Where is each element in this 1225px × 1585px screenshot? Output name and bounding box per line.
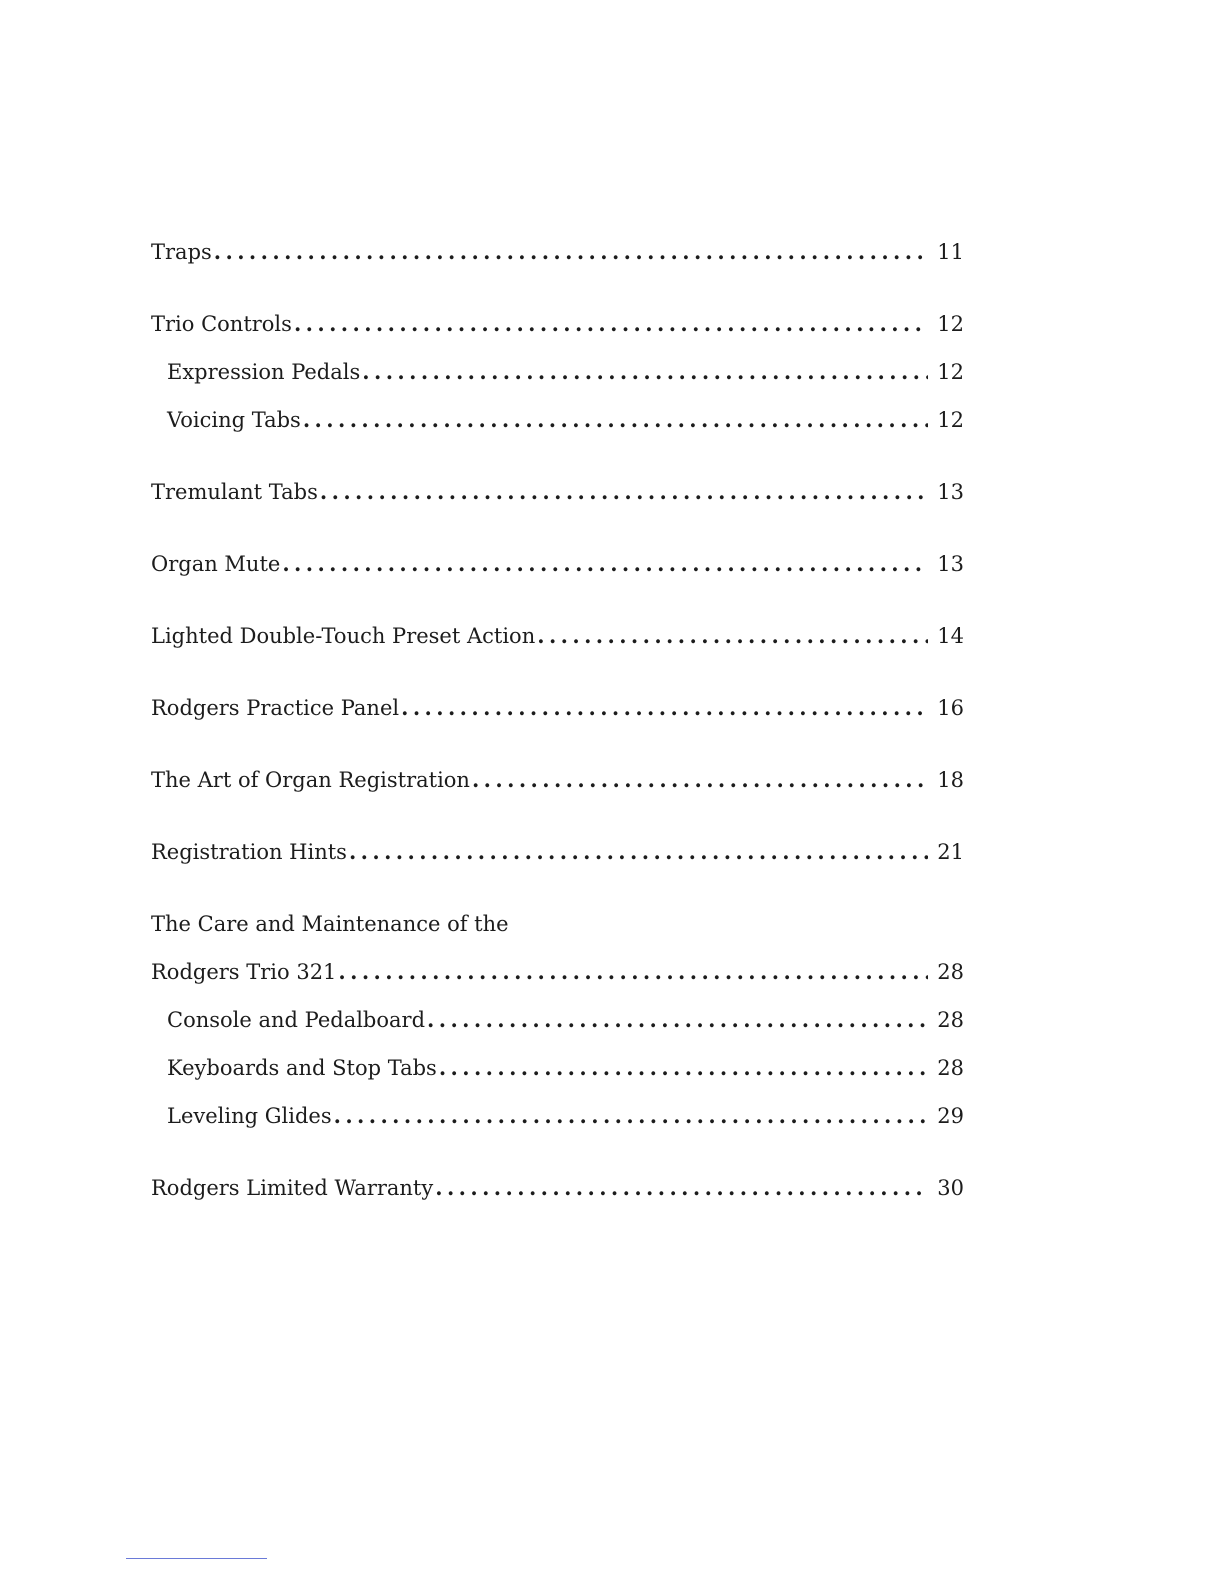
toc-entry-title: Trio Controls bbox=[151, 312, 292, 336]
toc-entry-organ-mute bbox=[151, 540, 964, 588]
toc-entry-page: 13 bbox=[937, 552, 964, 576]
toc-entry-title: Expression Pedals bbox=[167, 360, 361, 384]
toc-entry-page: 14 bbox=[937, 624, 964, 648]
toc-entry-page: 28 bbox=[937, 960, 964, 984]
toc-entry-title: Rodgers Limited Warranty bbox=[151, 1176, 434, 1200]
scan-edge-line bbox=[126, 1558, 267, 1559]
toc-entry-rodgers-trio bbox=[151, 948, 964, 996]
toc-entry-tremulant-tabs bbox=[151, 468, 964, 516]
toc-entry-limited-warranty bbox=[151, 1164, 964, 1212]
dot-leader bbox=[214, 228, 928, 276]
dot-leader bbox=[338, 948, 928, 996]
toc-entry-title: Keyboards and Stop Tabs bbox=[167, 1056, 437, 1080]
toc-entry-title: Rodgers Practice Panel bbox=[151, 696, 400, 720]
toc-entry-page: 28 bbox=[937, 1056, 964, 1080]
dot-leader bbox=[362, 348, 928, 396]
toc-entry-page: 12 bbox=[937, 408, 964, 432]
toc-entry-preset-action bbox=[151, 612, 964, 660]
toc-entry-page: 12 bbox=[937, 312, 964, 336]
toc-entry-page: 21 bbox=[937, 840, 964, 864]
toc-entry-title: Traps bbox=[151, 240, 212, 264]
dot-leader bbox=[334, 1092, 928, 1140]
dot-leader bbox=[427, 996, 928, 1044]
table-of-contents bbox=[151, 228, 964, 1212]
dot-leader bbox=[303, 396, 928, 444]
toc-entry-page: 28 bbox=[937, 1008, 964, 1032]
toc-entry-voicing-tabs bbox=[151, 396, 964, 444]
toc-entry-page: 11 bbox=[937, 240, 964, 264]
dot-leader bbox=[435, 1164, 928, 1212]
dot-leader bbox=[282, 540, 928, 588]
toc-entry-page: 16 bbox=[937, 696, 964, 720]
toc-entry-title: The Art of Organ Registration bbox=[151, 768, 470, 792]
dot-leader bbox=[294, 300, 928, 348]
toc-entry-title: Console and Pedalboard bbox=[167, 1008, 426, 1032]
toc-entry-page: 30 bbox=[937, 1176, 964, 1200]
toc-entry-care-maintenance bbox=[151, 900, 964, 948]
toc-entry-title: Tremulant Tabs bbox=[151, 480, 318, 504]
dot-leader bbox=[439, 1044, 928, 1092]
dot-leader bbox=[472, 756, 928, 804]
toc-entry-art-of-registration bbox=[151, 756, 964, 804]
toc-entry-keyboards-stop-tabs bbox=[151, 1044, 964, 1092]
toc-entry-leveling-glides bbox=[151, 1092, 964, 1140]
toc-entry-title: Registration Hints bbox=[151, 840, 347, 864]
toc-entry-title: The Care and Maintenance of the bbox=[151, 912, 509, 936]
toc-entry-title: Leveling Glides bbox=[167, 1104, 332, 1128]
dot-leader bbox=[320, 468, 928, 516]
toc-entry-trio-controls bbox=[151, 300, 964, 348]
toc-entry-title: Lighted Double-Touch Preset Action bbox=[151, 624, 536, 648]
toc-entry-registration-hints bbox=[151, 828, 964, 876]
dot-leader bbox=[349, 828, 928, 876]
dot-leader bbox=[537, 612, 928, 660]
toc-entry-practice-panel bbox=[151, 684, 964, 732]
toc-entry-title: Voicing Tabs bbox=[167, 408, 301, 432]
toc-entry-title: Rodgers Trio 321 bbox=[151, 960, 337, 984]
toc-entry-page: 29 bbox=[937, 1104, 964, 1128]
toc-entry-traps bbox=[151, 228, 964, 276]
toc-entry-expression-pedals bbox=[151, 348, 964, 396]
toc-entry-console-pedalboard bbox=[151, 996, 964, 1044]
toc-entry-page: 12 bbox=[937, 360, 964, 384]
toc-entry-page: 18 bbox=[937, 768, 964, 792]
toc-entry-page: 13 bbox=[937, 480, 964, 504]
toc-entry-title: Organ Mute bbox=[151, 552, 281, 576]
dot-leader bbox=[401, 684, 928, 732]
